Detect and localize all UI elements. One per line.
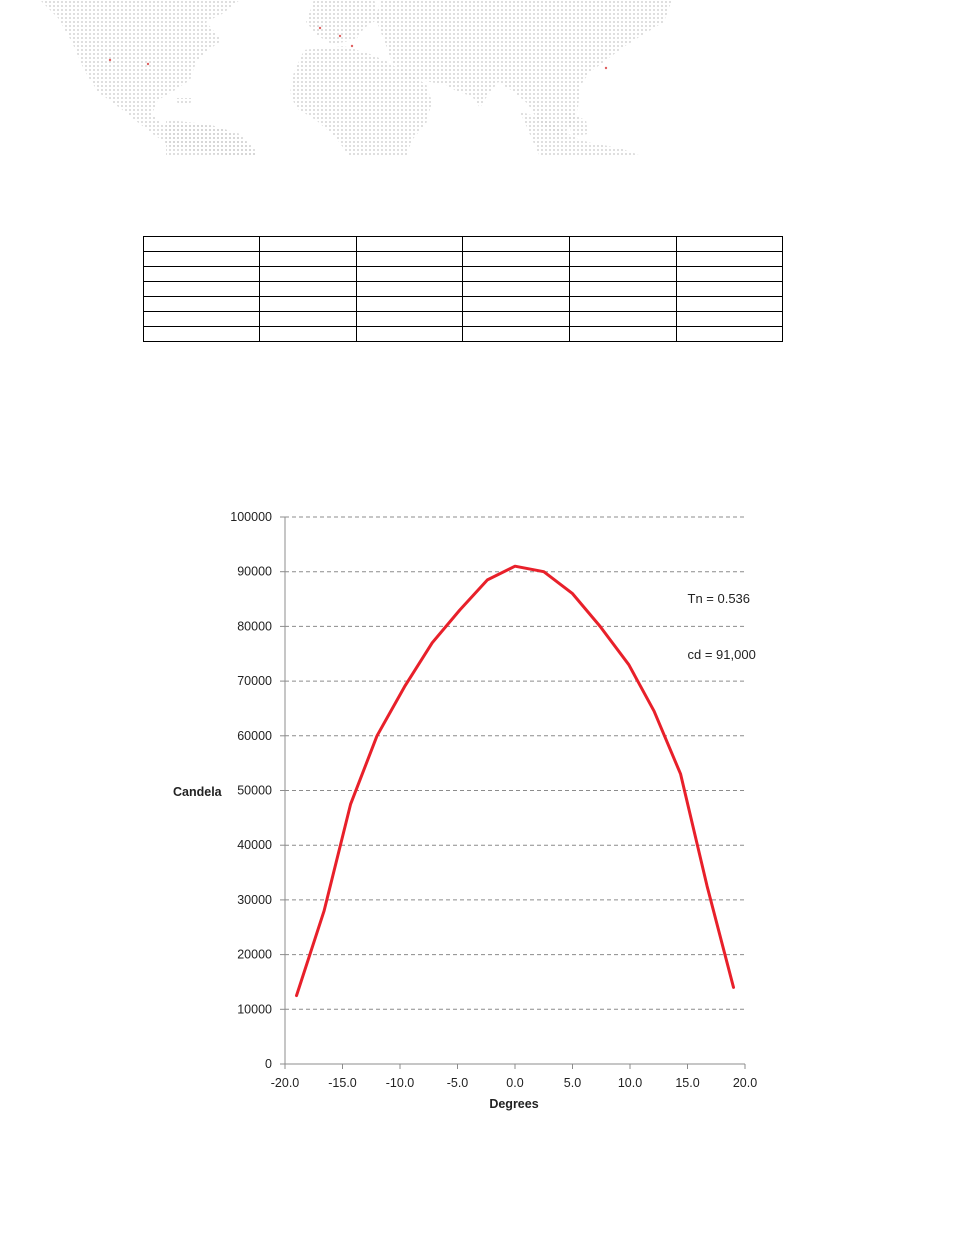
- table-cell: [144, 282, 260, 297]
- map-accent-dot: [351, 45, 353, 47]
- table-cell: [260, 252, 357, 267]
- table-cell: [677, 237, 783, 252]
- map-accent-dot: [605, 67, 607, 69]
- x-tick-label: 5.0: [563, 1076, 582, 1090]
- table-cell: [463, 282, 570, 297]
- y-tick-labels: [230, 510, 272, 1071]
- table-cell: [677, 297, 783, 312]
- table-cell: [357, 327, 463, 342]
- x-tick-label: 0.0: [506, 1076, 524, 1090]
- table-row: [144, 282, 783, 297]
- table-cell: [144, 312, 260, 327]
- y-tick-label: 60000: [237, 728, 272, 743]
- x-tick-label: -20.0: [270, 1076, 300, 1090]
- world-map-dots: [0, 0, 954, 165]
- table-cell: [570, 312, 677, 327]
- table-cell: [463, 327, 570, 342]
- y-tick-label: 50000: [237, 783, 272, 798]
- map-accent-dot: [109, 59, 111, 61]
- x-tick-label: -10.0: [385, 1076, 415, 1090]
- table-cell: [463, 237, 570, 252]
- table-row: [144, 252, 783, 267]
- candela-chart: [150, 500, 790, 1130]
- y-axis-title: Candela: [173, 785, 222, 799]
- series-lines: [296, 566, 733, 995]
- table-cell: [463, 312, 570, 327]
- x-tick-label: 20.0: [732, 1076, 758, 1090]
- table-cell: [260, 297, 357, 312]
- table-cell: [260, 267, 357, 282]
- table-cell: [463, 267, 570, 282]
- table-cell: [463, 252, 570, 267]
- table-cell: [570, 267, 677, 282]
- table-row: [144, 312, 783, 327]
- table-cell: [144, 297, 260, 312]
- data-table: [143, 236, 783, 342]
- y-tick-label: 40000: [237, 838, 272, 853]
- y-tick-label: 70000: [237, 674, 272, 689]
- table-cell: [677, 282, 783, 297]
- chart-annotation: Tn = 0.536: [687, 590, 751, 606]
- table-body: [144, 237, 783, 342]
- table-cell: [570, 297, 677, 312]
- table-cell: [260, 327, 357, 342]
- table-cell: [144, 267, 260, 282]
- x-tick-label: 10.0: [617, 1076, 643, 1090]
- map-landmass: [306, 0, 380, 44]
- table-cell: [357, 297, 463, 312]
- y-tick-label: 30000: [237, 892, 272, 907]
- table-cell: [570, 252, 677, 267]
- table-cell: [677, 267, 783, 282]
- table-cell: [260, 282, 357, 297]
- table-cell: [570, 327, 677, 342]
- table-cell: [144, 252, 260, 267]
- x-tick-label: -15.0: [328, 1076, 357, 1090]
- y-tick-label: 20000: [237, 947, 272, 962]
- table-cell: [357, 237, 463, 252]
- x-axis-title: Degrees: [489, 1097, 539, 1111]
- y-tick-label: 10000: [237, 1002, 272, 1017]
- map-landmass: [566, 112, 588, 136]
- x-tick-label: -5.0: [446, 1076, 469, 1090]
- y-tick-label: 100000: [230, 510, 272, 524]
- map-accent-dot: [147, 63, 149, 65]
- x-tick-label: 15.0: [675, 1076, 700, 1090]
- table-cell: [357, 312, 463, 327]
- table-cell: [463, 297, 570, 312]
- axes: [280, 517, 745, 1069]
- table-cell: [570, 237, 677, 252]
- table-cell: [357, 267, 463, 282]
- map-landmass: [166, 120, 258, 157]
- table-row: [144, 327, 783, 342]
- table-row: [144, 267, 783, 282]
- y-tick-label: 80000: [237, 619, 272, 634]
- table-cell: [677, 252, 783, 267]
- y-tick-label: 0: [265, 1057, 272, 1071]
- table-row: [144, 237, 783, 252]
- y-tick-label: 90000: [237, 564, 272, 579]
- table-row: [144, 297, 783, 312]
- map-landmass: [176, 98, 192, 104]
- table-cell: [357, 252, 463, 267]
- map-accent-dot: [319, 27, 321, 29]
- map-accent-dot: [339, 35, 341, 37]
- table-cell: [260, 312, 357, 327]
- table-cell: [144, 237, 260, 252]
- chart-annotation: cd = 91,000: [687, 647, 756, 663]
- table-cell: [570, 282, 677, 297]
- table-cell: [677, 327, 783, 342]
- series-line: [297, 566, 734, 995]
- x-tick-labels: [271, 1076, 757, 1090]
- table-cell: [260, 237, 357, 252]
- table-cell: [677, 312, 783, 327]
- table-cell: [144, 327, 260, 342]
- table-cell: [357, 282, 463, 297]
